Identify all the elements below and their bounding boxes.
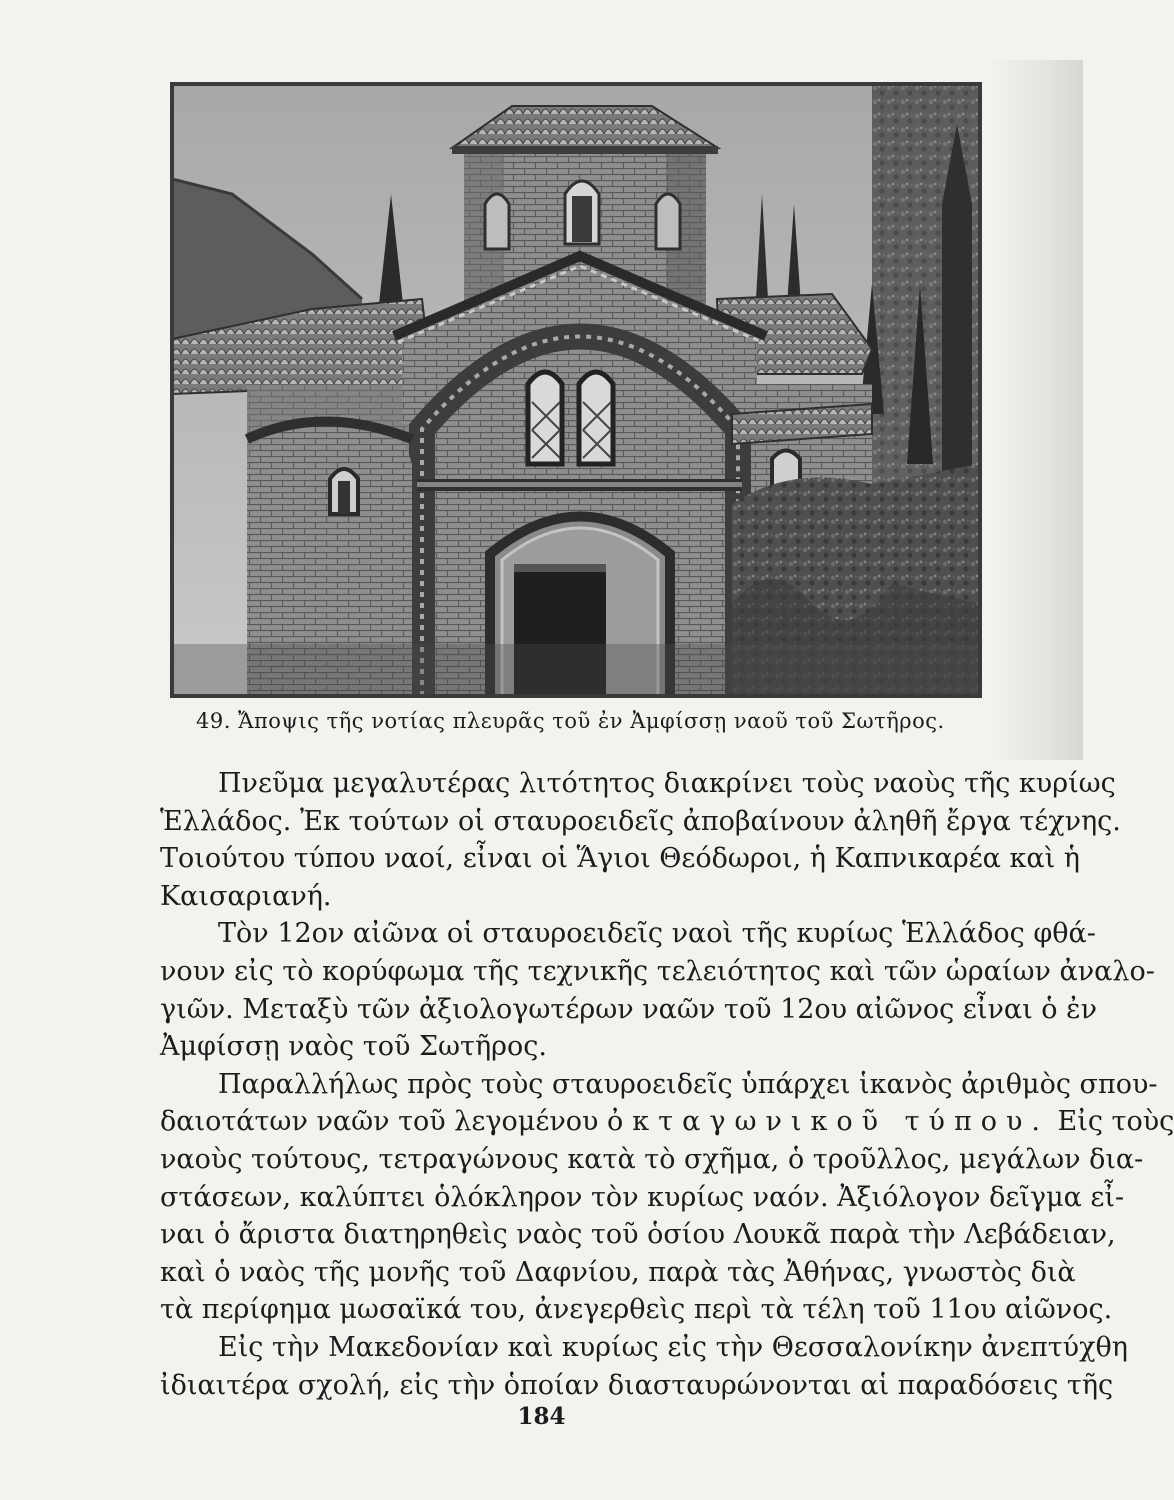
- text-line: Ἑλλάδος. Ἐκ τούτων οἱ σταυροειδεῖς ἀποβαίνουν ἀληθῆ ἔργα τέχνης.: [160, 805, 1121, 837]
- text-line: Παραλλήλως πρὸς τοὺς σταυροειδεῖς ὑπάρχει ἱκανὸς ἀριθμὸς σπου-: [218, 1068, 1158, 1100]
- text-line: Πνεῦμα μεγαλυτέρας λιτότητος διακρίνει τοὺς ναοὺς τῆς κυρίως: [218, 768, 1116, 799]
- page-number: 184: [517, 1403, 566, 1430]
- paragraph-2: [160, 915, 1155, 1065]
- text-line: νουν εἰς τὸ κορύφωμα τῆς τεχνικῆς τελειότητος καὶ τῶν ὡραίων ἀναλο-: [160, 955, 1155, 987]
- church-photo-illustration: [172, 84, 980, 696]
- spaced-emphasis: ὀκταγωνικοῦ τύπου.: [607, 1106, 1049, 1138]
- text-line: ναι ὁ ἄριστα διατηρηθεὶς ναὸς τοῦ ὁσίου Λουκᾶ παρὰ τὴν Λεβάδειαν,: [160, 1219, 1116, 1251]
- text-line: Τοιούτου τύπου ναοί, εἶναι οἱ Ἅγιοι Θεόδωροι, ἡ Καπνικαρέα καὶ ἡ: [160, 843, 1080, 875]
- text-line-with-emphasis: [160, 1103, 1174, 1141]
- text-segment: δαιοτάτων ναῶν τοῦ λεγομένου: [160, 1106, 599, 1138]
- body-text: [160, 765, 1174, 1404]
- text-line: ἰδιαιτέρα σχολή, εἰς τὴν ὁποίαν διασταυρώνονται αἱ παραδόσεις τῆς: [160, 1369, 1114, 1401]
- text-segment: Εἰς τοὺς: [1057, 1106, 1174, 1138]
- paragraph-4: [160, 1329, 1128, 1404]
- text-line: καὶ ὁ ναὸς τῆς μονῆς τοῦ Δαφνίου, παρὰ τὰς Ἀθήνας, γνωστὸς διὰ: [160, 1256, 1076, 1288]
- church-photograph: [172, 84, 980, 696]
- facing-page-bleed: [988, 60, 1083, 760]
- paragraph-1: [160, 765, 1121, 915]
- text-line: Τὸν 12ον αἰῶνα οἱ σταυροειδεῖς ναοὶ τῆς κυρίως Ἑλλάδος φθά-: [218, 918, 1096, 950]
- text-line: Ἀμφίσσῃ ναὸς τοῦ Σωτῆρος.: [160, 1031, 548, 1063]
- figure-caption: 49. Ἄποψις τῆς νοτίας πλευρᾶς τοῦ ἐν Ἀμφίσσῃ ναοῦ τοῦ Σωτῆρος.: [196, 709, 945, 733]
- text-line: ναοὺς τούτους, τετραγώνους κατὰ τὸ σχῆμα, ὁ τροῦλλος, μεγάλων δια-: [160, 1143, 1144, 1175]
- text-line: τὰ περίφημα μωσαϊκά του, ἀνεγερθεὶς περὶ τὰ τέλη τοῦ 11ου αἰῶνος.: [160, 1294, 1113, 1326]
- text-line: στάσεων, καλύπτει ὁλόκληρον τὸν κυρίως ναόν. Ἀξιόλογον δεῖγμα εἶ-: [160, 1181, 1125, 1213]
- paragraph-3: [160, 1066, 1174, 1329]
- text-line: Εἰς τὴν Μακεδονίαν καὶ κυρίως εἰς τὴν Θεσσαλονίκην ἀνεπτύχθη: [218, 1331, 1128, 1363]
- text-line: Καισαριανή.: [160, 880, 332, 912]
- text-line: γιῶν. Μεταξὺ τῶν ἀξιολογωτέρων ναῶν τοῦ 12ου αἰῶνος εἶναι ὁ ἐν: [160, 993, 1098, 1025]
